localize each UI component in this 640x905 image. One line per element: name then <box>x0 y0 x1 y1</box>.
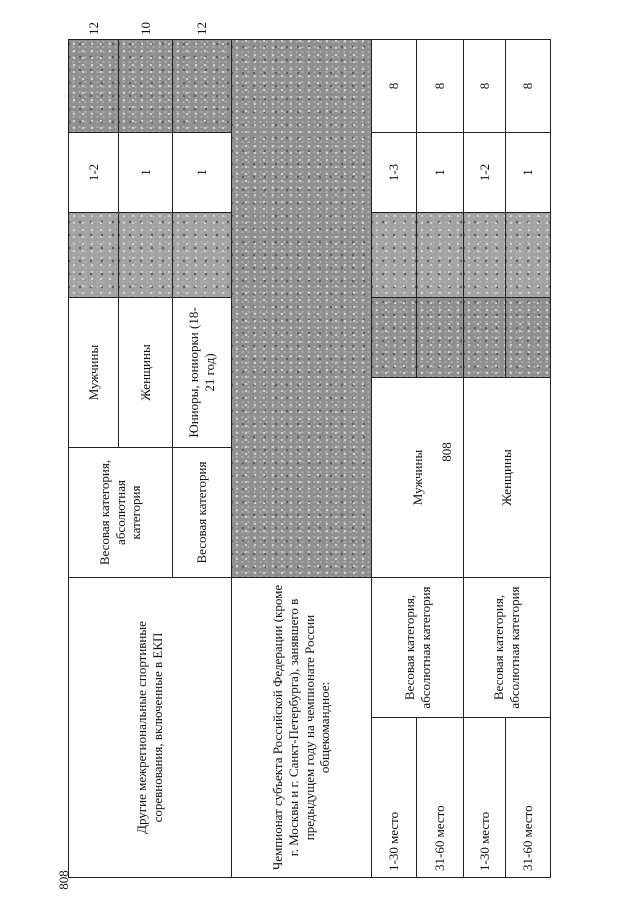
table-row <box>464 39 506 877</box>
shaded-cell <box>417 297 464 377</box>
place-cell: 1 <box>506 132 551 212</box>
discipline-cell: Весовая категория, абсолютная категория <box>69 448 173 578</box>
place-cell: 1 <box>173 132 232 212</box>
shaded-cell <box>417 212 464 297</box>
shaded-cell <box>173 212 232 297</box>
page-number-bottom: 808 <box>56 870 71 890</box>
count-cell: 8 <box>464 39 506 132</box>
place-cell: 1-3 <box>372 132 417 212</box>
table-row <box>372 39 417 877</box>
discipline-cell: Весовая категория <box>173 448 232 578</box>
place-cell: 1-2 <box>69 132 119 212</box>
table-row: Весовая категория Юниоры, юниорки (18-21 год) 1 12 <box>173 39 232 877</box>
count-cell: 8 <box>417 39 464 132</box>
rotated-table-block <box>68 21 550 878</box>
place-cell: 1 <box>417 132 464 212</box>
discipline-cell: Весовая категория, абсолютная категория <box>464 578 551 718</box>
shaded-cell <box>464 297 506 377</box>
rank-cell: 31-60 место <box>506 718 551 878</box>
count-cell: 8 <box>372 39 417 132</box>
shaded-cell <box>119 212 173 297</box>
table-row: Женщины 1 10 <box>119 39 173 877</box>
shaded-cell <box>173 39 232 132</box>
group-cell: Юниоры, юниорки (18-21 год) <box>173 297 232 447</box>
place-cell: 1-2 <box>464 132 506 212</box>
group-cell: Женщины <box>119 297 173 447</box>
competition-table <box>68 21 551 878</box>
discipline-cell: Весовая категория, абсолютная категория <box>372 578 464 718</box>
table-row <box>232 39 372 877</box>
group-cell: Мужчины <box>372 378 464 578</box>
group-cell: Мужчины <box>69 297 119 447</box>
shaded-cell <box>372 212 417 297</box>
rank-cell: 1-30 место <box>372 718 417 878</box>
shaded-cell <box>464 212 506 297</box>
shaded-cell <box>119 39 173 132</box>
rank-cell: 1-30 место <box>464 718 506 878</box>
table-row: Другие межрегиональные спортивные соревнования, включенные в ЕКП Весовая категория, абсолютная категория Мужчины 1-2 12 <box>69 39 119 877</box>
group-cell: Женщины <box>464 378 551 578</box>
shaded-cell <box>69 212 119 297</box>
shaded-cell <box>372 297 417 377</box>
event-cell: Другие межрегиональные спортивные соревнования, включенные в ЕКП <box>69 578 232 878</box>
rank-cell: 31-60 место <box>417 718 464 878</box>
shaded-cell <box>506 297 551 377</box>
shaded-cell <box>69 39 119 132</box>
shaded-cell <box>232 39 372 577</box>
count-cell: 8 <box>506 39 551 132</box>
place-cell: 1 <box>119 132 173 212</box>
page-number: 808 <box>439 442 454 462</box>
event-cell: Чемпионат субъекта Российской Федерации (кроме г. Москвы и г. Санкт-Петербурга), занявшего в предыдущем году на чемпионате России общекомандное: <box>232 578 372 878</box>
shaded-cell <box>506 212 551 297</box>
